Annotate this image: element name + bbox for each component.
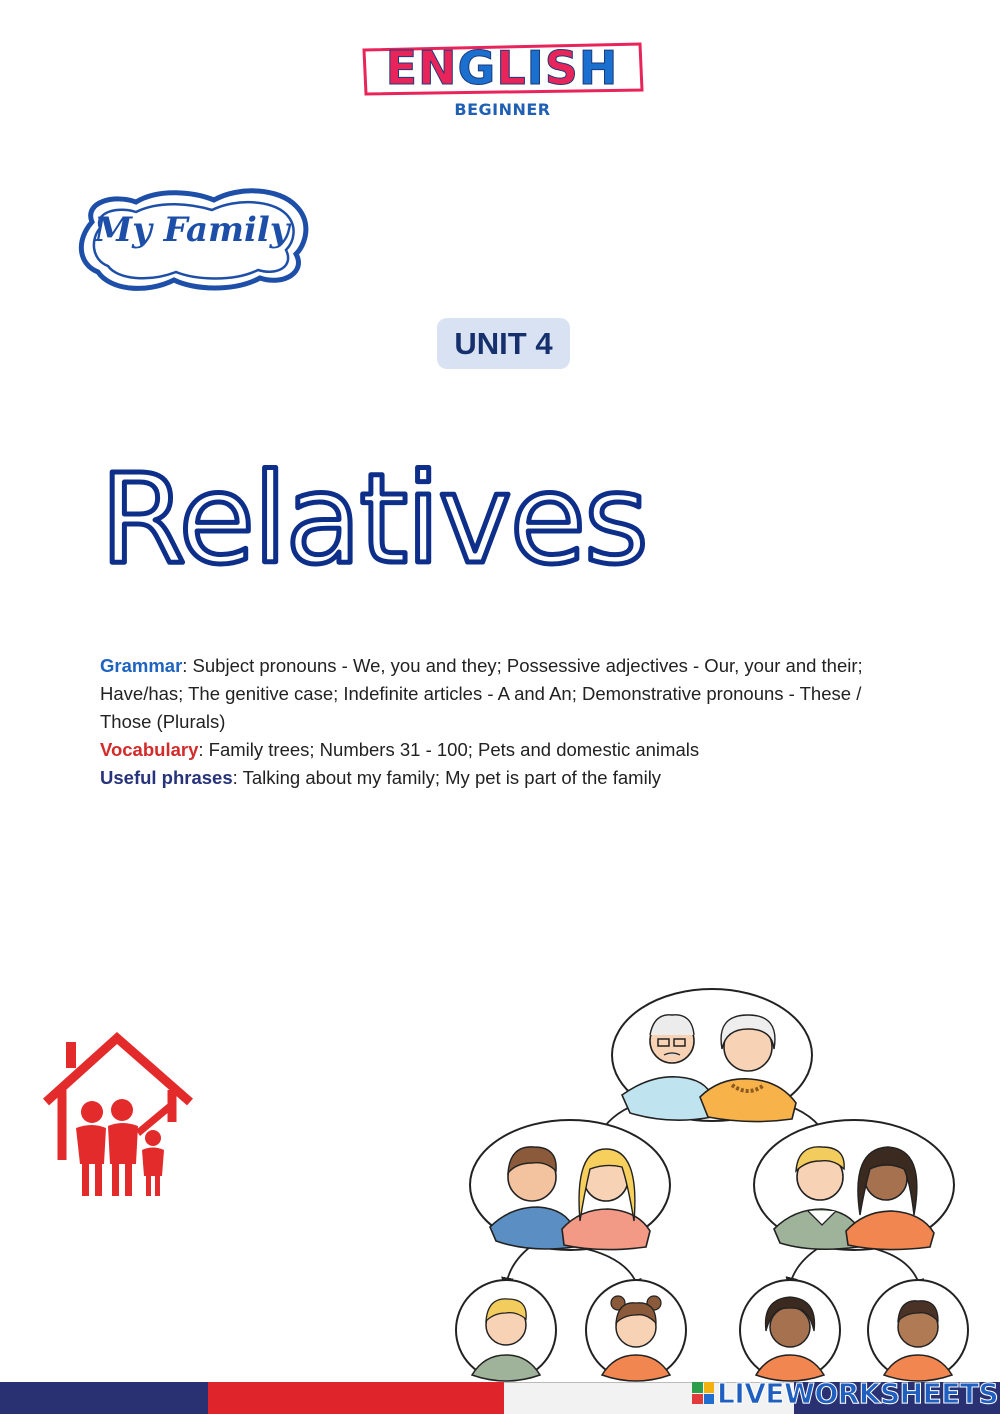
page-title: [100, 450, 800, 590]
parents-right-group: [754, 1120, 954, 1250]
vocabulary-text: : Family trees; Numbers 31 - 100; Pets and domestic animals: [198, 739, 700, 760]
badge-text: My Family: [94, 210, 290, 250]
liveworksheets-watermark: [692, 1378, 998, 1408]
family-tree-illustration: [450, 985, 970, 1385]
stripe-red: [208, 1382, 504, 1414]
english-logo: [360, 38, 645, 128]
phrases-label: Useful phrases: [100, 767, 233, 788]
logo-letter: E: [385, 41, 419, 95]
unit-description: [100, 652, 880, 792]
liveworksheets-logo-icon: [692, 1382, 714, 1404]
vocabulary-label: Vocabulary: [100, 739, 199, 760]
child-4: [868, 1280, 968, 1381]
logo-letter: N: [418, 41, 458, 95]
parents-left-group: [470, 1120, 670, 1250]
title-text: Relatives: [100, 448, 647, 592]
logo-letter: H: [578, 41, 619, 95]
child-3: [740, 1280, 840, 1381]
grammar-label: Grammar: [100, 655, 183, 676]
logo-letter: L: [496, 41, 527, 95]
child-1: [456, 1280, 556, 1381]
unit-label: UNIT 4: [437, 318, 570, 369]
logo-letter: I: [526, 41, 545, 95]
phrases-line: [100, 764, 880, 792]
level-label: BEGINNER: [454, 100, 551, 119]
child-2: [586, 1280, 686, 1381]
family-house-icon: [40, 1030, 195, 1200]
logo-word-text: [386, 41, 619, 95]
watermark-text: LIVEWORKSHEETS: [717, 1376, 999, 1410]
logo-letter: S: [544, 41, 579, 95]
grammar-line: [100, 652, 880, 736]
stripe-navy-left: [0, 1382, 208, 1414]
vocabulary-line: [100, 736, 880, 764]
grammar-text: : Subject pronouns - We, you and they; Possessive adjectives - Our, your and their; Have/has; The genitive case; Indefinite articles - A and An; Demonstrative pronouns - These / Those (Plurals): [100, 655, 863, 732]
logo-letter: G: [457, 41, 497, 95]
my-family-badge: [74, 182, 310, 294]
english-logo-wordmark: [360, 38, 645, 98]
grandparents-group: [612, 989, 812, 1122]
phrases-text: : Talking about my family; My pet is part of the family: [232, 767, 662, 788]
